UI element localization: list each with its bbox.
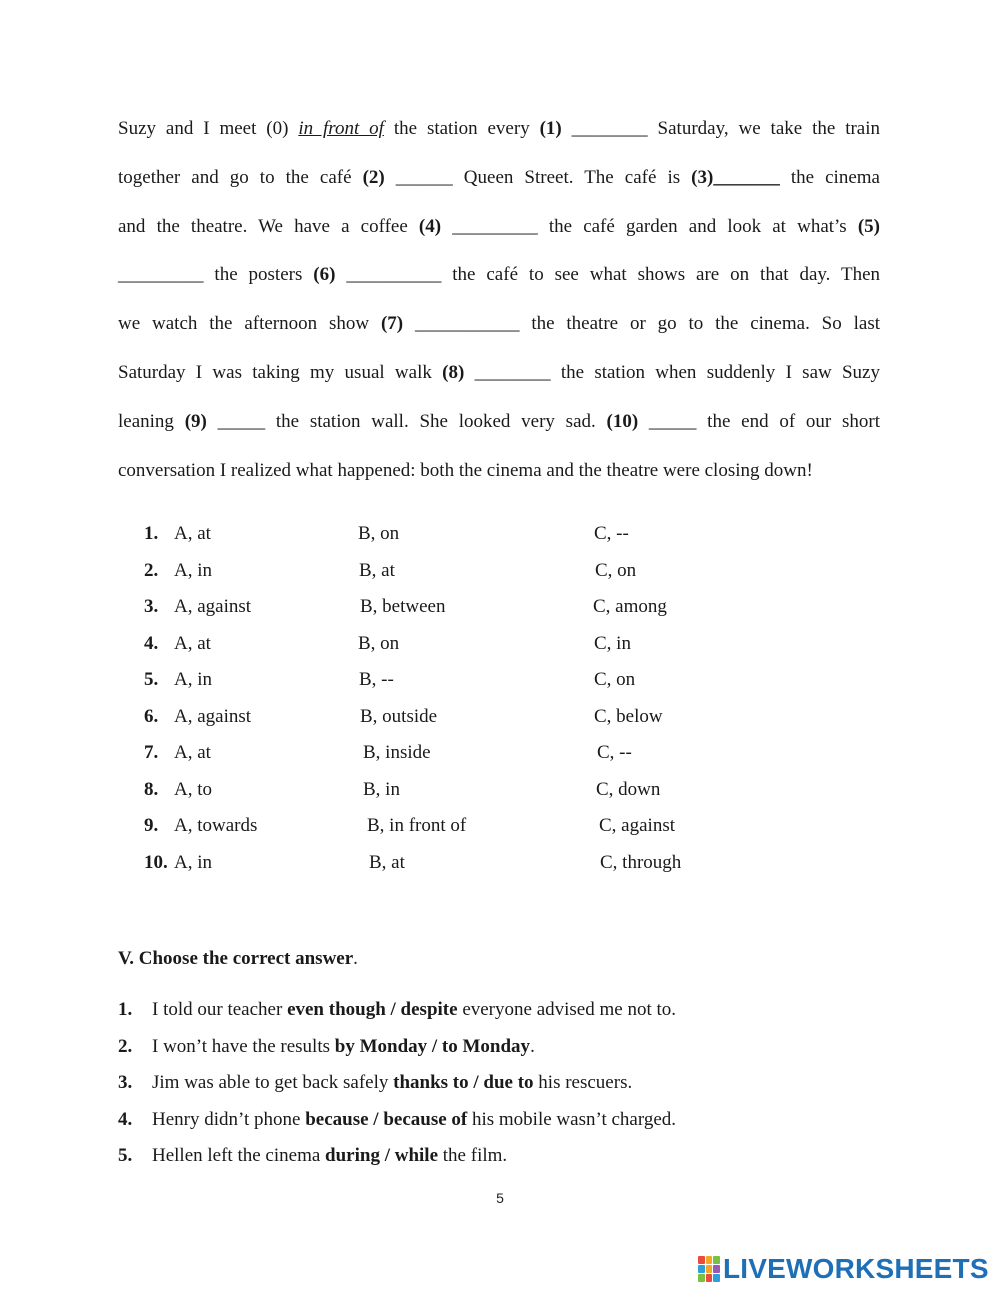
passage-text: conversation I realized what happened: both the cinema and the theatre were closing down! <box>118 459 813 481</box>
option-row <box>144 662 744 699</box>
question-fragment: . <box>530 1035 535 1057</box>
passage-text: ________ the station when suddenly I saw Suzy <box>464 361 880 383</box>
question-fragment: I won’t have the results <box>152 1035 335 1057</box>
logo-tile <box>713 1274 720 1282</box>
option-b: B, at <box>369 851 405 873</box>
blank-number: (3)_______ <box>691 166 780 188</box>
blank-number: (1) <box>539 118 562 139</box>
option-a: A, at <box>174 523 211 544</box>
question-number: 4. <box>118 1108 133 1130</box>
question-fragment: his rescuers. <box>533 1072 633 1094</box>
passage-text: Saturday I was taking my usual walk <box>118 361 443 383</box>
option-c: C, against <box>599 815 675 836</box>
passage-text: ______ Queen Street. The café is <box>384 166 692 188</box>
answer-choice: during / while <box>325 1145 439 1167</box>
option-row <box>144 589 744 626</box>
question-number: 1. <box>118 999 133 1020</box>
logo-text: LIVEWORKSHEETS <box>723 1253 989 1284</box>
passage-line <box>118 154 880 203</box>
option-number: 1. <box>144 523 159 544</box>
question-fragment: the film. <box>438 1145 508 1167</box>
blank-number: (6) <box>313 264 336 286</box>
passage-text: _________ the café garden and look at what’s <box>441 215 858 237</box>
option-c: C, down <box>596 778 661 800</box>
blank-number: (4) <box>418 215 442 237</box>
option-c: C, -- <box>597 742 632 763</box>
option-number: 8. <box>144 778 159 800</box>
question-row <box>118 1138 878 1175</box>
option-a: A, against <box>174 596 252 617</box>
option-a: A, in <box>174 669 212 690</box>
passage-text: _________ the posters <box>118 264 314 286</box>
answer-choice: thanks to / due to <box>393 1072 534 1094</box>
logo-tile <box>713 1256 720 1264</box>
passage-text: the station every <box>383 118 540 139</box>
option-c: C, in <box>594 632 631 654</box>
section-title-period: . <box>353 948 358 969</box>
question-text <box>152 992 676 1029</box>
passage-line <box>118 398 880 447</box>
option-b: B, on <box>358 632 400 654</box>
option-b: B, at <box>359 559 395 581</box>
question-number: 5. <box>118 1145 133 1167</box>
passage-text: Suzy and I meet (0) <box>118 118 299 139</box>
blank-number: (9) <box>184 410 207 432</box>
passage-text: __________ the café to see what shows are on that day. Then <box>335 264 880 286</box>
option-row <box>144 735 744 772</box>
option-b: B, in <box>363 778 400 800</box>
option-number: 6. <box>144 705 159 727</box>
blank-number: (5) <box>857 215 880 237</box>
question-fragment: his mobile wasn’t charged. <box>467 1108 677 1130</box>
option-a: A, in <box>174 559 212 581</box>
answer-options <box>144 516 744 881</box>
passage-text: leaning <box>118 410 185 432</box>
logo-tile <box>698 1265 705 1273</box>
passage-line <box>118 203 880 252</box>
option-b: B, inside <box>363 742 431 763</box>
logo-tile <box>698 1256 705 1264</box>
example-answer: in front of <box>298 118 384 139</box>
option-number: 7. <box>144 742 159 763</box>
page-number: 5 <box>496 1190 504 1206</box>
blank-number: (7) <box>380 313 404 335</box>
option-c: C, below <box>594 705 663 727</box>
option-b: B, -- <box>359 669 394 690</box>
option-c: C, on <box>594 669 636 690</box>
answer-choice: even though / despite <box>287 999 458 1020</box>
logo-tile <box>706 1274 713 1282</box>
question-fragment: Henry didn’t phone <box>152 1108 306 1130</box>
question-number: 3. <box>118 1072 133 1094</box>
answer-choice: because / because of <box>305 1108 468 1130</box>
option-a: A, at <box>174 742 211 763</box>
choice-questions <box>118 992 878 1175</box>
logo-tile <box>713 1265 720 1273</box>
option-number: 2. <box>144 559 159 581</box>
question-fragment: Hellen left the cinema <box>152 1145 326 1167</box>
option-b: B, in front of <box>367 815 467 836</box>
passage-line <box>118 105 880 154</box>
option-b: B, between <box>360 596 446 617</box>
liveworksheets-logo <box>698 1252 989 1286</box>
question-row <box>118 992 878 1029</box>
question-row <box>118 1102 878 1139</box>
answer-choice: by Monday / to Monday <box>334 1035 531 1057</box>
question-text <box>152 1065 632 1102</box>
option-a: A, in <box>174 851 212 873</box>
option-c: C, through <box>600 851 682 873</box>
section-title <box>118 948 358 970</box>
option-c: C, on <box>595 559 637 581</box>
passage-text: the cinema <box>779 166 880 188</box>
logo-tile <box>698 1274 705 1282</box>
option-a: A, at <box>174 632 211 654</box>
question-fragment: everyone advised me not to. <box>457 999 676 1020</box>
cloze-passage <box>118 105 880 495</box>
option-row <box>144 516 744 553</box>
option-row <box>144 553 744 590</box>
passage-text: and the theatre. We have a coffee <box>118 215 419 237</box>
option-b: B, on <box>358 523 400 544</box>
option-number: 4. <box>144 632 159 654</box>
logo-tile <box>706 1265 713 1273</box>
question-fragment: I told our teacher <box>152 999 288 1020</box>
passage-line <box>118 300 880 349</box>
option-number: 9. <box>144 815 159 836</box>
question-row <box>118 1065 878 1102</box>
option-row <box>144 772 744 809</box>
question-text <box>152 1138 507 1175</box>
question-fragment: Jim was able to get back safely <box>152 1072 394 1094</box>
option-row <box>144 699 744 736</box>
question-row <box>118 1029 878 1066</box>
option-number: 3. <box>144 596 159 617</box>
passage-text: _____ the end of our short <box>638 410 880 432</box>
option-c: C, among <box>593 596 667 617</box>
section-title-text: V. Choose the correct answer <box>118 948 354 969</box>
option-a: A, against <box>174 705 252 727</box>
option-number: 5. <box>144 669 159 690</box>
option-row <box>144 808 744 845</box>
question-text <box>152 1102 676 1139</box>
blank-number: (8) <box>442 361 465 383</box>
logo-grid-icon <box>698 1256 720 1282</box>
passage-text: ___________ the theatre or go to the cinema. So last <box>403 313 880 335</box>
passage-line <box>118 251 880 300</box>
option-b: B, outside <box>360 705 438 727</box>
passage-text: together and go to the café <box>118 166 363 188</box>
blank-number: (2) <box>362 166 385 188</box>
passage-line <box>118 447 880 496</box>
option-a: A, towards <box>174 815 258 836</box>
question-text <box>152 1029 535 1066</box>
passage-line <box>118 349 880 398</box>
option-row <box>144 626 744 663</box>
passage-text: _____ the station wall. She looked very sad. <box>206 410 607 432</box>
logo-tile <box>706 1256 713 1264</box>
question-number: 2. <box>118 1035 133 1057</box>
passage-text: we watch the afternoon show <box>118 313 381 335</box>
option-number: 10. <box>144 851 168 873</box>
blank-number: (10) <box>606 410 639 432</box>
option-row <box>144 845 744 882</box>
option-a: A, to <box>174 778 212 800</box>
option-c: C, -- <box>594 523 629 544</box>
passage-text: ________ Saturday, we take the train <box>561 118 881 139</box>
